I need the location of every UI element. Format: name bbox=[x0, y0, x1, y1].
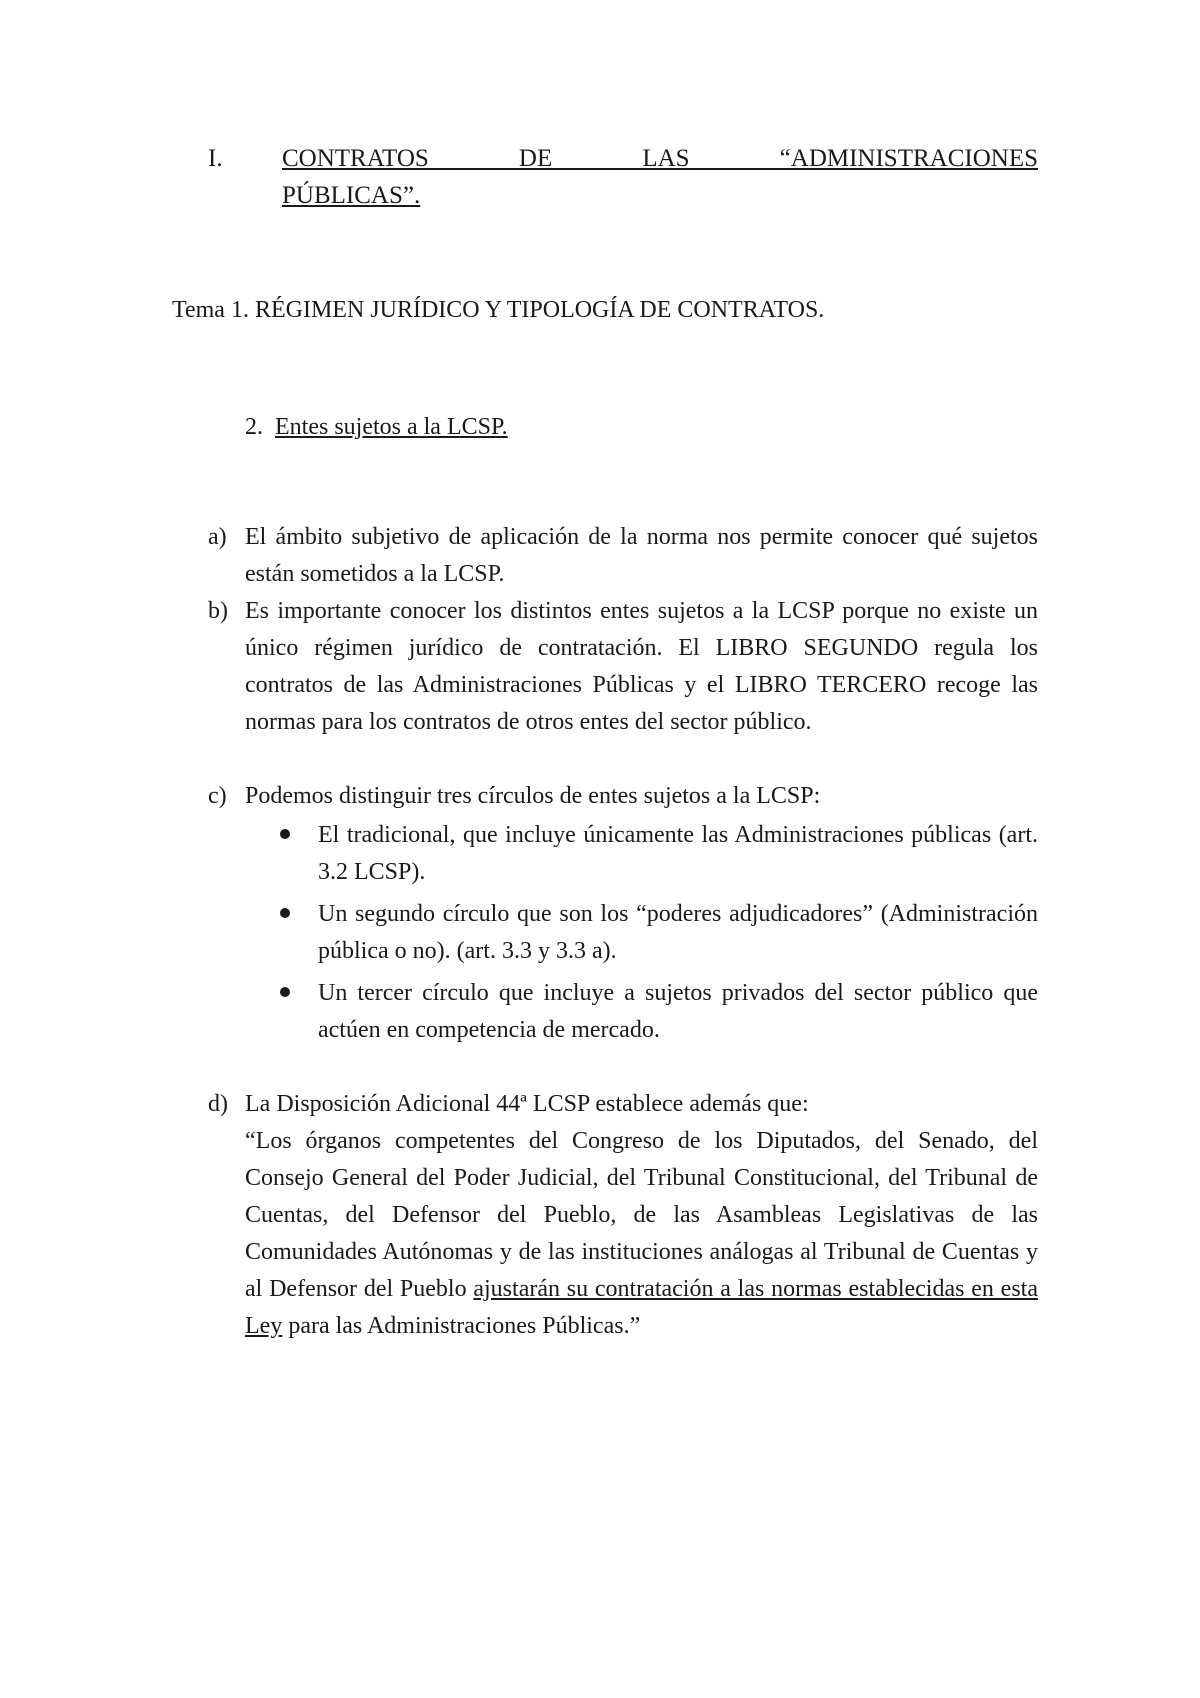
list-text: Es importante conocer los distintos entes sujetos a la LCSP porque no existe un único régimen jurídico de contratación. El LIBRO SEGUNDO regula los contratos de las Administraciones Públicas y el LIBRO TERCERO recoge las normas para los contratos de otros entes del sector público. bbox=[245, 598, 1038, 735]
list-letter: c) bbox=[208, 783, 227, 809]
legal-quote bbox=[245, 1123, 1038, 1345]
section-number: I. bbox=[208, 145, 223, 172]
list-text: El ámbito subjetivo de aplicación de la norma nos permite conocer qué sujetos están sometidos a la LCSP. bbox=[245, 524, 1038, 587]
bullet-icon bbox=[280, 908, 290, 918]
bullet-text: Un tercer círculo que incluye a sujetos privados del sector público que actúen en competencia de mercado. bbox=[318, 980, 1038, 1043]
section-title-line-1: CONTRATOS DE LAS “ADMINISTRACIONES bbox=[282, 145, 1038, 172]
bullet-icon bbox=[280, 987, 290, 997]
subsection-heading bbox=[245, 410, 508, 444]
list-letter: d) bbox=[208, 1091, 228, 1117]
subsection-title: Entes sujetos a la LCSP. bbox=[275, 414, 508, 440]
list-letter: a) bbox=[208, 524, 227, 550]
bullet-text: El tradicional, que incluye únicamente las Administraciones públicas (art. 3.2 LCSP). bbox=[318, 822, 1038, 885]
section-title bbox=[282, 140, 1038, 214]
quote-text-end: para las Administraciones Públicas.” bbox=[282, 1313, 641, 1339]
list-text: Podemos distinguir tres círculos de entes sujetos a la LCSP: bbox=[245, 783, 821, 809]
quote-underlined-text: ajustarán su contratación a las normas establecidas en esta Ley bbox=[245, 1276, 1038, 1339]
quote-text: “Los órganos competentes del Congreso de los Diputados, del Senado, del Consejo General del Poder Judicial, del Tribunal Constitucional, del Tribunal de Cuentas, del Defensor del Pueblo, de las Asambleas Legislativas de las Comunidades Autónomas y de las instituciones análogas al Tribunal de Cuentas y al Defensor del Pueblo bbox=[245, 1128, 1038, 1302]
list-text: La Disposición Adicional 44ª LCSP establece además que: bbox=[245, 1091, 809, 1117]
tema-title: Tema 1. RÉGIMEN JURÍDICO Y TIPOLOGÍA DE CONTRATOS. bbox=[172, 297, 825, 323]
bullet-icon bbox=[280, 829, 290, 839]
subsection-number: 2. bbox=[245, 414, 263, 440]
list-letter: b) bbox=[208, 598, 228, 624]
bullet-text: Un segundo círculo que son los “poderes adjudicadores” (Administración pública o no). (art. 3.3 y 3.3 a). bbox=[318, 901, 1038, 964]
section-title-line-2: PÚBLICAS”. bbox=[282, 182, 421, 209]
list-text-block bbox=[245, 1086, 1038, 1345]
